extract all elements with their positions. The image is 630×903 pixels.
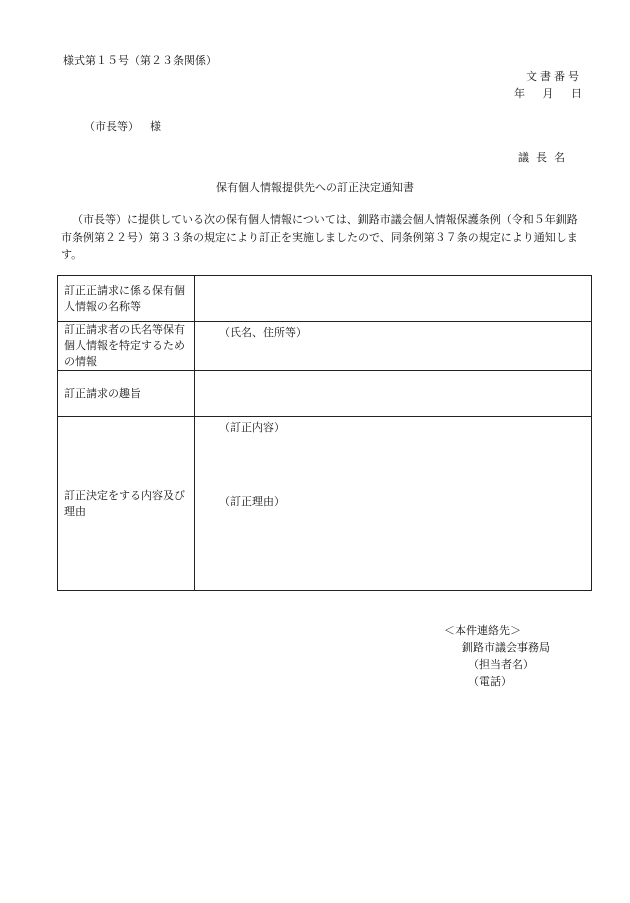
row-label-purpose: 訂正請求の趣旨 [58,371,195,417]
row-value-info-name [195,276,592,322]
table-row [58,417,592,591]
notice-table [57,275,592,591]
row-value-purpose [195,371,592,417]
body-paragraph: （市長等）に提供している次の保有個人情報については、釧路市議会個人情報保護条例（令和５年釧路市条例第２２号）第３３条の規定により訂正を実施しましたので、同条例第３７条の規定により通知します。 [61,213,578,261]
date-label: 年 月 日 [514,87,582,100]
correction-reason-note: （訂正理由） [219,495,285,508]
row-value-requester [195,322,592,371]
row-value-decision [195,417,592,591]
table-row [58,322,592,371]
row-label-requester: 訂正請求者の氏名等保有個人情報を特定するための情報 [58,322,195,371]
document-number-label: 文書番号 [526,70,582,83]
correction-content-note: （訂正内容） [219,421,285,434]
table-row [58,276,592,322]
contact-block [444,622,550,690]
contact-person: （担当者名） [468,658,534,671]
contact-office: 釧路市議会事務局 [462,641,550,654]
recipient-name: （市長等） [84,120,139,133]
sender-name: 議長名 [518,151,572,164]
recipient-honorific: 様 [150,120,161,133]
table-row [58,371,592,417]
row-label-decision: 訂正決定をする内容及び理由 [58,417,195,591]
document-title: 保有個人情報提供先への訂正決定通知書 [216,181,414,194]
contact-phone: （電話） [468,675,512,688]
contact-heading: ＜本件連絡先＞ [444,624,521,637]
form-number: 様式第１５号（第２３条関係） [63,54,217,67]
requester-note: （氏名、住所等） [219,326,307,339]
row-label-info-name: 訂正正請求に係る保有個人情報の名称等 [58,276,195,322]
